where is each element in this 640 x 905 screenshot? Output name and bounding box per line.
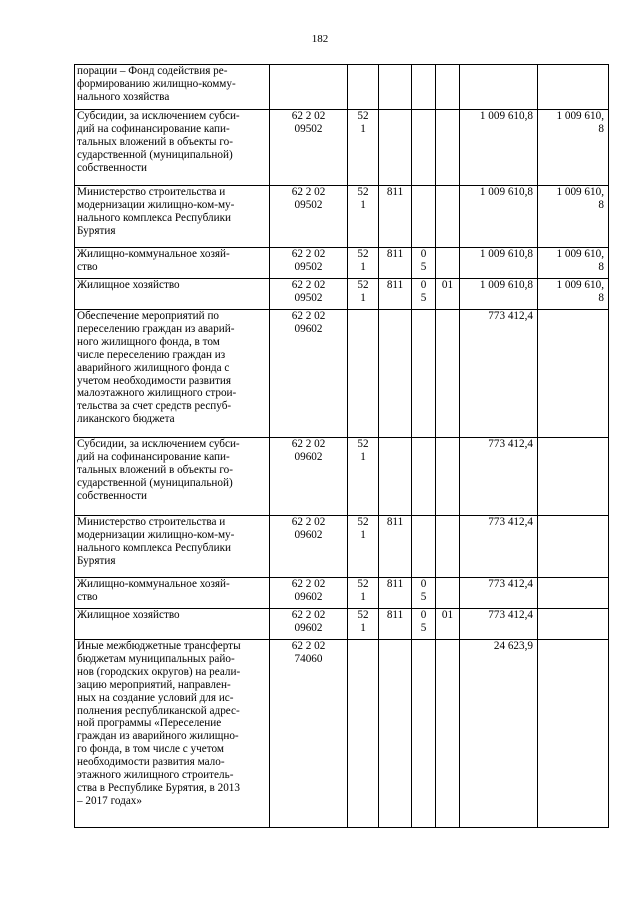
row-sum-2016-cell xyxy=(460,65,538,110)
cell-text-line: 5 xyxy=(420,260,427,273)
cell-text-line: формированию жилищно-комму- xyxy=(77,77,236,90)
cell-text-line: 01 xyxy=(441,279,454,291)
row-sum-2017-cell xyxy=(538,65,609,110)
cell-text-line: 1 009 610,8 xyxy=(479,248,533,260)
row-rz-cell xyxy=(412,438,436,516)
row-sum-2016-cell xyxy=(460,248,538,279)
cell-text-line: тельства за счет средств респуб- xyxy=(77,400,232,413)
row-pr-cell xyxy=(436,438,460,516)
cell-text-line: 09502 xyxy=(294,291,323,304)
cell-text-line: 5 xyxy=(420,291,427,304)
cell-text-line: ных на создание условий для ис- xyxy=(77,691,234,704)
cell-text-line: 8 xyxy=(598,122,604,135)
cell-text-line: тальных вложений в объекты го- xyxy=(77,135,233,148)
cell-text-line: 8 xyxy=(598,260,604,273)
row-rz-cell xyxy=(412,516,436,578)
cell-text-line: нального комплекса Республики xyxy=(77,541,232,554)
row-pr-cell xyxy=(436,279,460,310)
row-sum-2017-cell xyxy=(538,438,609,516)
cell-text-line: 52 xyxy=(357,110,369,122)
cell-text-line: 09602 xyxy=(294,322,323,335)
cell-text-line: 62 2 02 xyxy=(291,516,326,528)
cell-text-line: 1 xyxy=(360,621,366,634)
row-sum-2017-cell xyxy=(538,578,609,609)
row-ved-cell xyxy=(379,310,412,438)
cell-text-line: Жилищное хозяйство xyxy=(77,609,180,621)
row-vr-cell xyxy=(348,65,379,110)
row-pr-cell xyxy=(436,310,460,438)
cell-text-line: собственности xyxy=(77,161,147,174)
cell-text-line: 52 xyxy=(357,248,369,260)
row-ved-cell xyxy=(379,248,412,279)
cell-text-line: 811 xyxy=(386,578,404,590)
cell-text-line: 1 xyxy=(360,291,366,304)
cell-text-line: тальных вложений в объекты го- xyxy=(77,463,233,476)
row-sum-2016-cell xyxy=(460,186,538,248)
cell-text-line: 62 2 02 xyxy=(291,110,326,122)
row-code-cell xyxy=(270,578,348,609)
row-rz-cell xyxy=(412,640,436,828)
cell-text-line: сударственной (муниципальной) xyxy=(77,476,233,489)
row-rz-cell xyxy=(412,65,436,110)
cell-text-line: необходимости развития мало- xyxy=(77,756,225,769)
cell-text-line: зацию мероприятий, направлен- xyxy=(77,678,231,691)
cell-text-line: 1 009 610,8 xyxy=(479,186,533,198)
row-sum-2016-cell xyxy=(460,609,538,640)
row-vr-cell xyxy=(348,186,379,248)
table-row xyxy=(75,578,609,609)
cell-text-line: 1 009 610,8 xyxy=(479,110,533,122)
cell-text-line: 09502 xyxy=(294,198,323,211)
cell-text-line: 811 xyxy=(386,516,404,528)
row-code-cell xyxy=(270,110,348,186)
row-sum-2017-cell xyxy=(538,310,609,438)
cell-text-line: 0 xyxy=(420,248,427,260)
row-sum-2016-cell xyxy=(460,438,538,516)
row-rz-cell xyxy=(412,110,436,186)
cell-text-line: модернизации жилищно-ком-му- xyxy=(77,198,235,211)
cell-text-line: нального комплекса Республики xyxy=(77,211,232,224)
row-vr-cell xyxy=(348,438,379,516)
row-rz-cell xyxy=(412,310,436,438)
cell-text-line: ство xyxy=(77,590,98,603)
row-vr-cell xyxy=(348,279,379,310)
cell-text-line: 62 2 02 xyxy=(291,640,326,652)
row-ved-cell xyxy=(379,110,412,186)
cell-text-line: ной программы «Переселение xyxy=(77,717,222,730)
row-ved-cell xyxy=(379,578,412,609)
cell-text-line: 62 2 02 xyxy=(291,310,326,322)
row-code-cell xyxy=(270,248,348,279)
row-vr-cell xyxy=(348,516,379,578)
table-row xyxy=(75,438,609,516)
row-name-cell xyxy=(75,248,270,279)
cell-text-line: 1 xyxy=(360,198,366,211)
cell-text-line: Бурятия xyxy=(77,554,116,567)
row-vr-cell xyxy=(348,248,379,279)
cell-text-line: 62 2 02 xyxy=(291,186,326,198)
row-vr-cell xyxy=(348,578,379,609)
cell-text-line: 09602 xyxy=(294,621,323,634)
row-rz-cell xyxy=(412,609,436,640)
cell-text-line: 773 412,4 xyxy=(488,438,533,450)
cell-text-line: 62 2 02 xyxy=(291,609,326,621)
row-name-cell xyxy=(75,640,270,828)
cell-text-line: 62 2 02 xyxy=(291,279,326,291)
row-pr-cell xyxy=(436,640,460,828)
table-row xyxy=(75,310,609,438)
row-sum-2017-cell xyxy=(538,640,609,828)
cell-text-line: 1 009 610, xyxy=(556,248,604,260)
row-ved-cell xyxy=(379,65,412,110)
cell-text-line: Жилищно-коммунальное хозяй- xyxy=(77,248,230,260)
cell-text-line: аварийного жилищного фонда с xyxy=(77,361,230,374)
cell-text-line: дий на софинансирование капи- xyxy=(77,450,230,463)
table-row xyxy=(75,248,609,279)
cell-text-line: 1 xyxy=(360,450,366,463)
cell-text-line: 811 xyxy=(386,186,404,198)
cell-text-line: 0 xyxy=(420,578,427,590)
cell-text-line: 1 xyxy=(360,122,366,135)
cell-text-line: учетом необходимости развития xyxy=(77,374,231,387)
cell-text-line: 09502 xyxy=(294,260,323,273)
cell-text-line: 1 xyxy=(360,260,366,273)
row-code-cell xyxy=(270,640,348,828)
cell-text-line: 773 412,4 xyxy=(488,578,533,590)
cell-text-line: 09602 xyxy=(294,450,323,463)
row-vr-cell xyxy=(348,609,379,640)
cell-text-line: 8 xyxy=(598,198,604,211)
cell-text-line: 1 xyxy=(360,528,366,541)
row-pr-cell xyxy=(436,248,460,279)
cell-text-line: нов (городских округов) на реали- xyxy=(77,665,241,678)
cell-text-line: 1 009 610,8 xyxy=(479,279,533,291)
cell-text-line: 0 xyxy=(420,609,427,621)
cell-text-line: 1 xyxy=(360,590,366,603)
cell-text-line: 74060 xyxy=(294,652,323,665)
budget-table xyxy=(74,64,609,828)
table-row xyxy=(75,516,609,578)
row-name-cell xyxy=(75,279,270,310)
row-rz-cell xyxy=(412,248,436,279)
cell-text-line: граждан из аварийного жилищно- xyxy=(77,730,239,743)
cell-text-line: сударственной (муниципальной) xyxy=(77,148,233,161)
row-vr-cell xyxy=(348,310,379,438)
row-name-cell xyxy=(75,438,270,516)
row-code-cell xyxy=(270,65,348,110)
cell-text-line: 62 2 02 xyxy=(291,578,326,590)
cell-text-line: 62 2 02 xyxy=(291,438,326,450)
row-sum-2017-cell xyxy=(538,516,609,578)
row-sum-2017-cell xyxy=(538,110,609,186)
cell-text-line: 1 009 610, xyxy=(556,110,604,122)
table-row xyxy=(75,186,609,248)
cell-text-line: ство xyxy=(77,260,98,273)
row-ved-cell xyxy=(379,609,412,640)
row-sum-2016-cell xyxy=(460,110,538,186)
row-ved-cell xyxy=(379,640,412,828)
cell-text-line: ства в Республике Бурятия, в 2013 xyxy=(77,781,240,794)
row-sum-2016-cell xyxy=(460,279,538,310)
row-code-cell xyxy=(270,609,348,640)
row-rz-cell xyxy=(412,186,436,248)
row-name-cell xyxy=(75,186,270,248)
row-pr-cell xyxy=(436,110,460,186)
row-sum-2016-cell xyxy=(460,578,538,609)
cell-text-line: малоэтажного жилищного строи- xyxy=(77,387,237,400)
cell-text-line: нального хозяйства xyxy=(77,90,170,103)
cell-text-line: 24 623,9 xyxy=(493,640,533,652)
row-sum-2016-cell xyxy=(460,310,538,438)
row-sum-2017-cell xyxy=(538,186,609,248)
cell-text-line: Иные межбюджетные трансферты xyxy=(77,640,241,652)
table-row xyxy=(75,609,609,640)
row-pr-cell xyxy=(436,186,460,248)
row-pr-cell xyxy=(436,65,460,110)
cell-text-line: 773 412,4 xyxy=(488,310,533,322)
cell-text-line: – 2017 годах» xyxy=(77,794,142,807)
row-name-cell xyxy=(75,310,270,438)
cell-text-line: 52 xyxy=(357,279,369,291)
cell-text-line: 01 xyxy=(441,609,454,621)
row-pr-cell xyxy=(436,609,460,640)
cell-text-line: 0 xyxy=(420,279,427,291)
row-code-cell xyxy=(270,516,348,578)
cell-text-line: 52 xyxy=(357,578,369,590)
row-name-cell xyxy=(75,578,270,609)
cell-text-line: ликанского бюджета xyxy=(77,413,175,426)
cell-text-line: Жилищное хозяйство xyxy=(77,279,180,291)
cell-text-line: 811 xyxy=(386,609,404,621)
cell-text-line: 52 xyxy=(357,438,369,450)
cell-text-line: собственности xyxy=(77,489,147,502)
row-name-cell xyxy=(75,609,270,640)
cell-text-line: 1 009 610, xyxy=(556,186,604,198)
row-name-cell xyxy=(75,110,270,186)
row-ved-cell xyxy=(379,438,412,516)
row-sum-2017-cell xyxy=(538,248,609,279)
cell-text-line: дий на софинансирование капи- xyxy=(77,122,230,135)
cell-text-line: Субсидии, за исключением субси- xyxy=(77,110,240,122)
cell-text-line: 09602 xyxy=(294,590,323,603)
row-pr-cell xyxy=(436,516,460,578)
row-vr-cell xyxy=(348,640,379,828)
cell-text-line: 8 xyxy=(598,291,604,304)
row-ved-cell xyxy=(379,186,412,248)
cell-text-line: 1 009 610, xyxy=(556,279,604,291)
cell-text-line: 52 xyxy=(357,516,369,528)
row-sum-2017-cell xyxy=(538,279,609,310)
cell-text-line: 62 2 02 xyxy=(291,248,326,260)
cell-text-line: го фонда, в том числе с учетом xyxy=(77,743,224,756)
table-row xyxy=(75,110,609,186)
cell-text-line: полнения республиканской адрес- xyxy=(77,704,240,717)
row-sum-2016-cell xyxy=(460,640,538,828)
cell-text-line: 811 xyxy=(386,248,404,260)
cell-text-line: бюджетам муниципальных райо- xyxy=(77,652,235,665)
cell-text-line: этажного жилищного строитель- xyxy=(77,769,234,782)
cell-text-line: 811 xyxy=(386,279,404,291)
table-row xyxy=(75,279,609,310)
cell-text-line: 5 xyxy=(420,590,427,603)
cell-text-line: Министерство строительства и xyxy=(77,516,226,528)
row-code-cell xyxy=(270,438,348,516)
cell-text-line: 09502 xyxy=(294,122,323,135)
table-row xyxy=(75,65,609,110)
cell-text-line: 09602 xyxy=(294,528,323,541)
row-ved-cell xyxy=(379,279,412,310)
row-code-cell xyxy=(270,279,348,310)
row-pr-cell xyxy=(436,578,460,609)
cell-text-line: 52 xyxy=(357,186,369,198)
cell-text-line: модернизации жилищно-ком-му- xyxy=(77,528,235,541)
row-name-cell xyxy=(75,65,270,110)
row-sum-2016-cell xyxy=(460,516,538,578)
row-vr-cell xyxy=(348,110,379,186)
cell-text-line: ного жилищного фонда, в том xyxy=(77,335,220,348)
cell-text-line: порации – Фонд содействия ре- xyxy=(77,65,228,77)
cell-text-line: Министерство строительства и xyxy=(77,186,226,198)
row-code-cell xyxy=(270,310,348,438)
row-ved-cell xyxy=(379,516,412,578)
page-number: 182 xyxy=(311,33,329,45)
cell-text-line: переселению граждан из аварий- xyxy=(77,322,235,335)
cell-text-line: 5 xyxy=(420,621,427,634)
row-code-cell xyxy=(270,186,348,248)
cell-text-line: Субсидии, за исключением субси- xyxy=(77,438,240,450)
row-rz-cell xyxy=(412,578,436,609)
cell-text-line: 773 412,4 xyxy=(488,609,533,621)
cell-text-line: числе переселению граждан из xyxy=(77,348,226,361)
cell-text-line: Обеспечение мероприятий по xyxy=(77,310,220,322)
row-sum-2017-cell xyxy=(538,609,609,640)
cell-text-line: Жилищно-коммунальное хозяй- xyxy=(77,578,230,590)
cell-text-line: Бурятия xyxy=(77,224,116,237)
row-rz-cell xyxy=(412,279,436,310)
cell-text-line: 773 412,4 xyxy=(488,516,533,528)
table-row xyxy=(75,640,609,828)
row-name-cell xyxy=(75,516,270,578)
cell-text-line: 52 xyxy=(357,609,369,621)
